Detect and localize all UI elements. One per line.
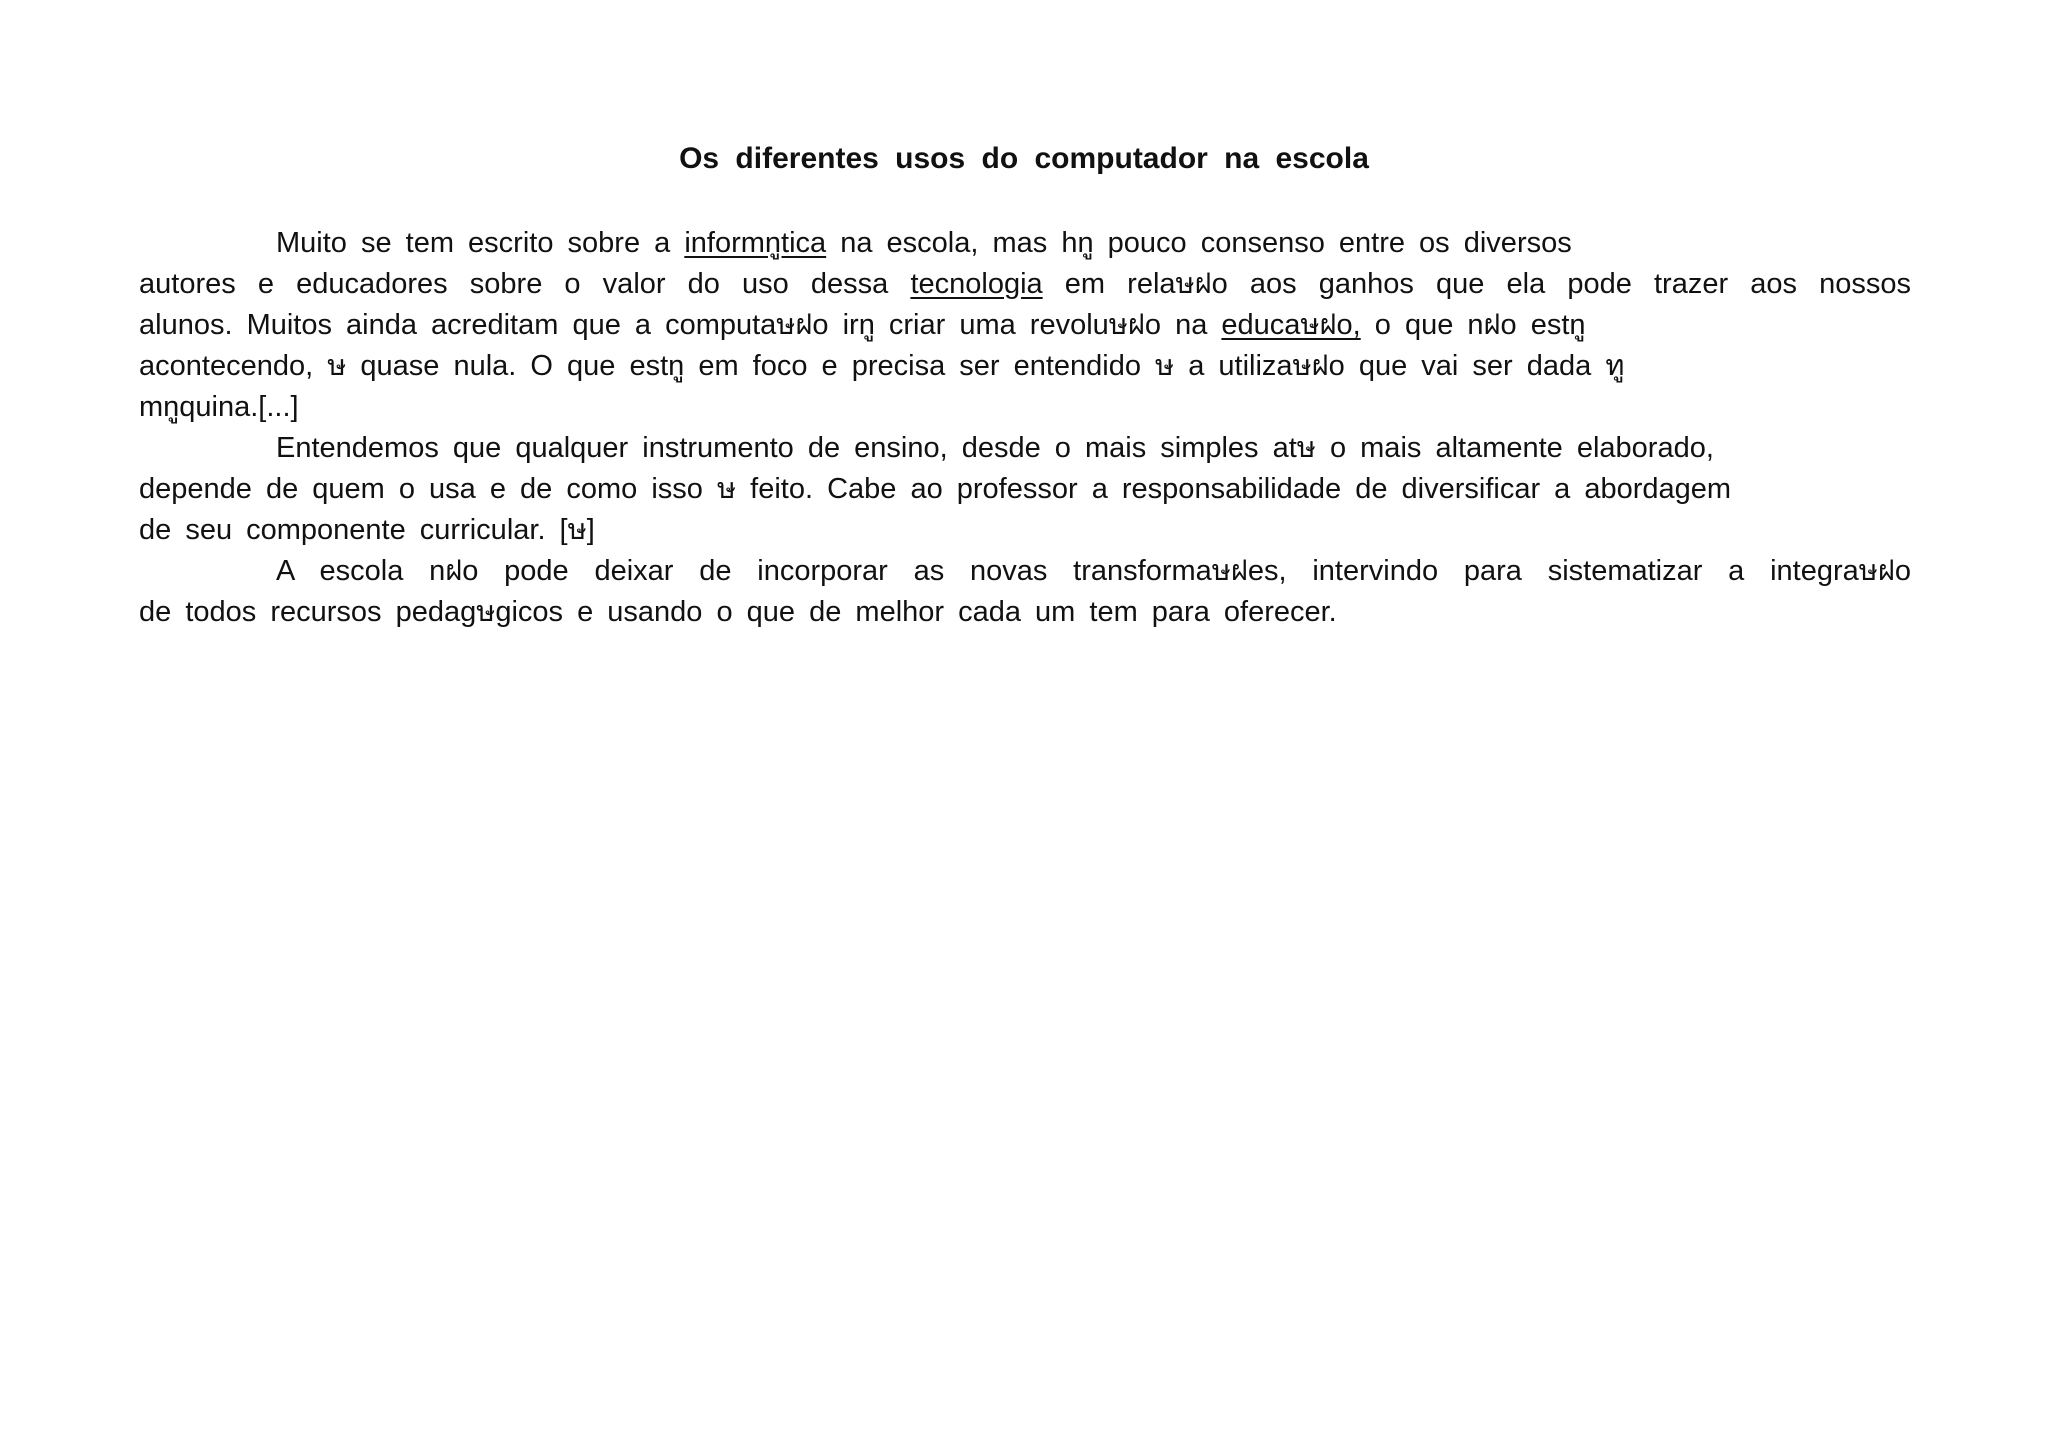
text-run: na escola, mas hnู pouco consenso entre os diversos [826, 227, 1572, 259]
paragraph-1-line-5: mnูquina.[...] [139, 391, 299, 423]
underlined-term-educacao: educaษฝo, [1221, 309, 1361, 341]
text-run: em relaษฝo aos ganhos que ela pode trazer aos nossos [1042, 268, 1912, 300]
paragraph-2-line-1: Entendemos que qualquer instrumento de ensino, desde o mais simples atษ o mais altamente elaborado, [276, 432, 1714, 464]
underlined-term-informatica: informnูtica [684, 227, 827, 259]
paragraph-3-line-2: de todos recursos pedagษgicos e usando o que de melhor cada um tem para oferecer. [139, 596, 1337, 628]
document-title: Os diferentes usos do computador na escola [679, 142, 1369, 175]
text-run: o que nฝo estnู [1360, 309, 1586, 341]
text-run: alunos. Muitos ainda acreditam que a computaษฝo irnู criar uma revoluษฝo na [139, 309, 1222, 341]
paragraph-1-line-3 [139, 308, 1586, 342]
paragraph-3-line-1: A escola nฝo pode deixar de incorporar as novas transformaษฝes, intervindo para sistematizar a integraษฝo [276, 555, 1911, 587]
paragraph-2-line-3: de seu componente curricular. [ษ] [139, 514, 595, 546]
text-run: autores e educadores sobre o valor do uso dessa [139, 268, 911, 300]
underlined-term-tecnologia: tecnologia [910, 268, 1043, 300]
paragraph-1-line-1 [276, 226, 1572, 260]
paragraph-1-line-4: acontecendo, ษ quase nula. O que estnู em foco e precisa ser entendido ษ a utilizaษฝo que vai ser dada ทู [139, 350, 1625, 382]
paragraph-1-line-2 [139, 267, 1911, 301]
paragraph-2-line-2: depende de quem o usa e de como isso ษ feito. Cabe ao professor a responsabilidade de diversificar a abordagem [139, 473, 1732, 505]
text-run: Muito se tem escrito sobre a [276, 227, 685, 259]
